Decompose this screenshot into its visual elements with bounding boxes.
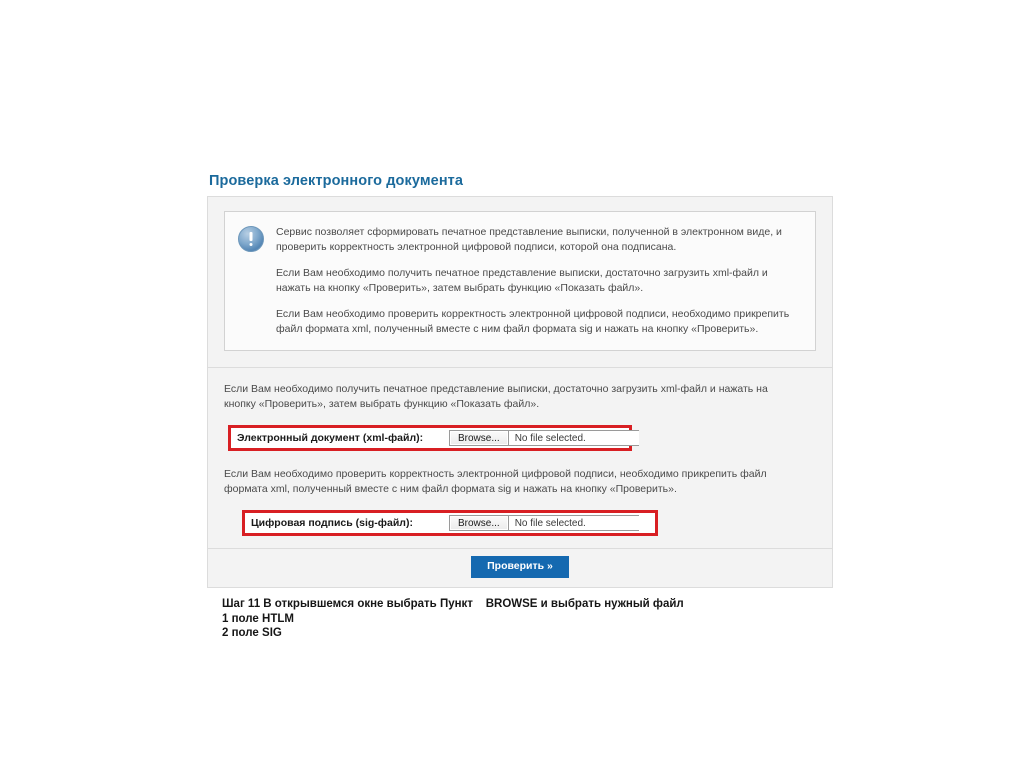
info-icon-bar	[250, 232, 253, 241]
info-exclamation-icon	[238, 226, 264, 252]
page-title: Проверка электронного документа	[209, 173, 464, 189]
caption-line-1: Шаг 11 В открывшемся окне выбрать Пункт BROWSE и выбрать нужный файл	[222, 598, 684, 610]
sig-browse-button[interactable]: Browse...	[450, 516, 509, 530]
info-paragraph-3: Если Вам необходимо проверить корректность электронной цифровой подписи, необходимо прикрепить файл формата xml, полученный вместе с ним файл формата sig и нажать на кнопку «Проверить».	[276, 308, 790, 335]
form-section	[208, 368, 832, 548]
sig-file-field-highlight	[242, 510, 658, 536]
info-box	[224, 211, 816, 351]
xml-file-status: No file selected.	[509, 431, 639, 445]
submit-verify-button[interactable]: Проверить »	[471, 556, 569, 578]
caption-line-3: 2 поле SIG	[222, 627, 282, 639]
xml-file-label: Электронный документ (xml-файл):	[237, 432, 424, 444]
form-footer	[208, 548, 832, 587]
info-paragraph-1: Сервис позволяет сформировать печатное представление выписки, полученной в электронном виде, и проверить корректность электронной цифровой подписи, которой она подписана.	[276, 226, 782, 253]
info-icon-dot	[250, 243, 253, 246]
sig-file-input[interactable]	[449, 515, 639, 531]
verification-panel	[207, 196, 833, 588]
hint-xml: Если Вам необходимо получить печатное представление выписки, достаточно загрузить xml-файл и нажать на кнопку «Проверить», затем выбрать функцию «Показать файл».	[224, 383, 768, 410]
xml-file-input[interactable]	[449, 430, 639, 446]
info-text	[276, 225, 801, 336]
instruction-caption	[222, 597, 684, 641]
hint-sig: Если Вам необходимо проверить корректность электронной цифровой подписи, необходимо прикрепить файл формата xml, полученный вместе с ним файл формата sig и нажать на кнопку «Проверить».	[224, 468, 767, 495]
sig-file-label: Цифровая подпись (sig-файл):	[251, 517, 413, 529]
sig-file-status: No file selected.	[509, 516, 639, 530]
info-section	[208, 197, 832, 367]
xml-file-field-highlight	[228, 425, 632, 451]
info-paragraph-2: Если Вам необходимо получить печатное представление выписки, достаточно загрузить xml-файл и нажать на кнопку «Проверить», затем выбрать функцию «Показать файл».	[276, 267, 768, 294]
caption-line-2: 1 поле HTLM	[222, 612, 294, 625]
xml-browse-button[interactable]: Browse...	[450, 431, 509, 445]
